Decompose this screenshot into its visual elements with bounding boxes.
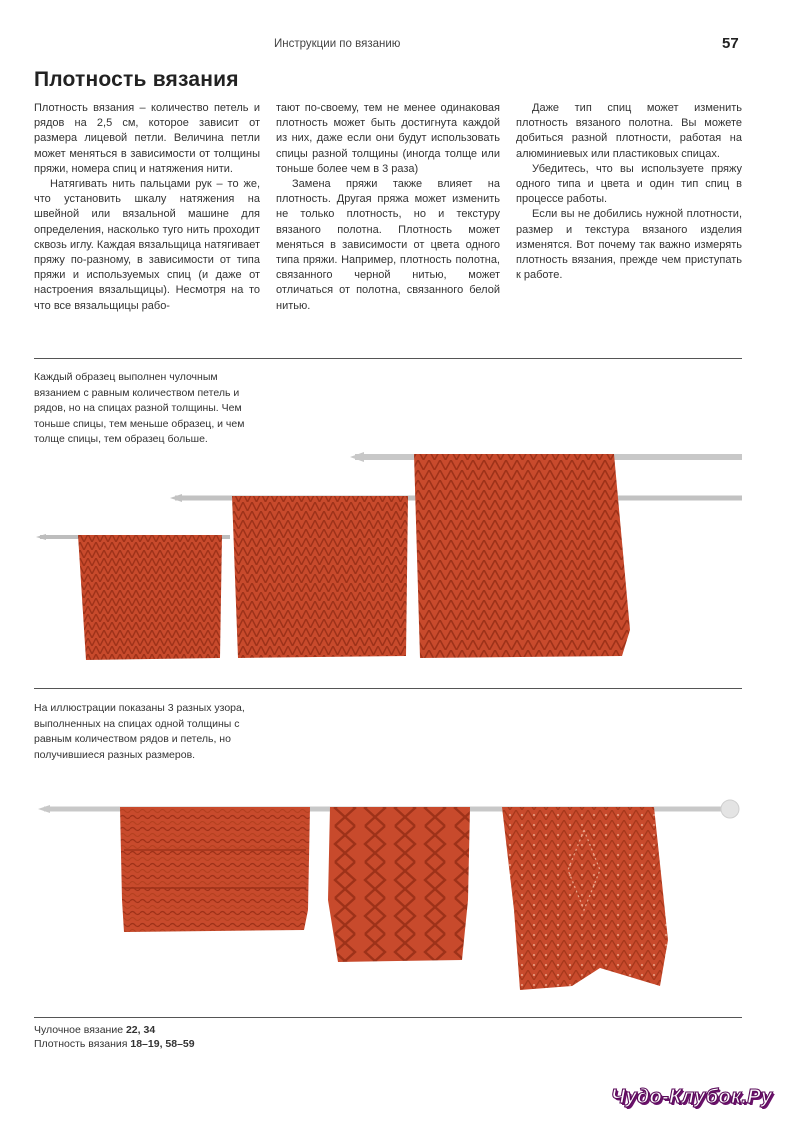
figure1-swatches bbox=[0, 430, 804, 680]
watermark: Чудо-Клубок.Ру bbox=[611, 1086, 773, 1108]
cross-reference[interactable]: Плотность вязания 18–19, 58–59 bbox=[34, 1038, 195, 1050]
figure1-caption: Каждый образец выполнен чулочным вязанием с равным количеством петель и рядов, но на спицах разной толщины. Чем тоньше спицы, тем меньше образец, и чем толще спицы, тем образец больше. bbox=[34, 371, 245, 445]
figure2-caption: На иллюстрации показаны 3 разных узора, выполненных на спицах одной толщины с равным количеством рядов и петель, но получившиеся разных размеров. bbox=[34, 702, 245, 761]
paragraph: Убедитесь, что вы используете пряжу одного типа и цвета и один тип спиц в процессе работы. bbox=[516, 162, 742, 206]
paragraph: Если вы не добились нужной плотности, размер и текстура вязаного изделия изменятся. Вот почему так важно измерять плотность вязания, прежде чем приступать к работе. bbox=[516, 208, 742, 282]
divider bbox=[34, 688, 742, 689]
paragraph: Даже тип спиц может изменить плотность вязаного полотна. Вы можете добиться разной плотности, работая на алюминиевых или пластиковых спицах. bbox=[516, 102, 742, 160]
divider bbox=[34, 1017, 742, 1018]
figure2-swatches bbox=[0, 790, 804, 1000]
text-column-3 bbox=[516, 101, 742, 283]
cross-reference[interactable]: Чулочное вязание 22, 34 bbox=[34, 1024, 156, 1036]
paragraph: тают по-своему, тем не менее одинаковая плотность может быть достигнута каждой из них, даже если они будут использовать спицы разной толщины (иногда толще или тоньше более чем в 3 раза) bbox=[276, 102, 500, 175]
swatch-medium bbox=[232, 496, 408, 658]
running-header: Инструкции по вязанию bbox=[274, 38, 401, 50]
paragraph: Натягивать нить пальцами рук – то же, что установить шкалу натяжения на швейной или вязальной машине для определения, насколько туго нить проходит сквозь иглу. Каждая вязальщица натягивает пряжу по-разному, в зависимости от типа пряжи и используемых спиц (и даже от настроения вязальщицы). Несмотря на то что все вязальщицы рабо- bbox=[34, 178, 260, 312]
text-column-1 bbox=[34, 101, 260, 314]
divider bbox=[34, 358, 742, 359]
paragraph: Замена пряжи также влияет на плотность. Другая пряжа может изменить не только плотность, но и текстуру вязаного полотна. Плотность может меняться в зависимости от цвета одного типа пряжи. Например, плотность полотна, связанного черной нитью, может отличаться от полотна, связанного белой нитью. bbox=[276, 178, 500, 312]
swatch-garter bbox=[120, 807, 310, 932]
page-number: 57 bbox=[722, 35, 739, 52]
swatch-lace bbox=[502, 807, 668, 990]
cross-reference-list bbox=[34, 1023, 195, 1051]
swatch-large bbox=[414, 454, 630, 658]
article-title: Плотность вязания bbox=[34, 68, 239, 91]
swatch-cable bbox=[328, 807, 470, 962]
paragraph: Плотность вязания – количество петель и рядов на 2,5 см, которое зависит от размера лицевой петли. Величина петли может меняться в зависимости от толщины пряжи, номера спиц и натяжения нити. bbox=[34, 102, 260, 175]
text-column-2 bbox=[276, 101, 500, 314]
swatch-small bbox=[78, 535, 222, 660]
